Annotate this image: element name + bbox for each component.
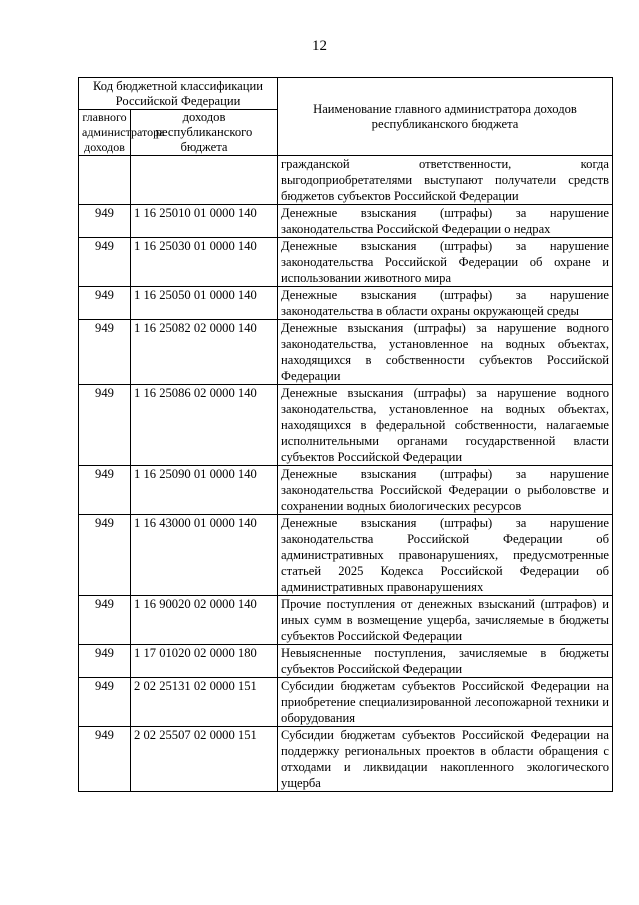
admin-code-cell: 949	[79, 466, 131, 515]
admin-code-cell: 949	[79, 238, 131, 287]
revenue-name-cell: Денежные взыскания (штрафы) за нарушение законодательства в области охраны окружающей среды	[278, 287, 613, 320]
admin-code-cell: 949	[79, 515, 131, 596]
table-row	[79, 156, 613, 205]
revenue-name-cell: Невыясненные поступления, зачисляемые в бюджеты субъектов Российской Федерации	[278, 645, 613, 678]
header-revenue: доходов республиканского бюджета	[131, 110, 278, 156]
revenue-administrators-table	[78, 77, 613, 792]
table-row	[79, 596, 613, 645]
admin-code-cell: 949	[79, 596, 131, 645]
revenue-code-cell: 2 02 25131 02 0000 151	[131, 678, 278, 727]
admin-code-cell: 949	[79, 645, 131, 678]
revenue-code-cell: 1 16 25086 02 0000 140	[131, 385, 278, 466]
revenue-name-cell: Денежные взыскания (штрафы) за нарушение водного законодательства, установленное на водных объектах, находящихся в федеральной собственности, налагаемые исполнительными органами государственной власти субъектов Российской Федерации	[278, 385, 613, 466]
admin-code-cell: 949	[79, 320, 131, 385]
table-row	[79, 645, 613, 678]
revenue-name-cell: Прочие поступления от денежных взысканий (штрафов) и иных сумм в возмещение ущерба, зачисляемые в бюджеты субъектов Российской Федерации	[278, 596, 613, 645]
table-row	[79, 678, 613, 727]
table-row	[79, 727, 613, 792]
table-row	[79, 515, 613, 596]
admin-code-cell: 949	[79, 205, 131, 238]
revenue-code-cell: 1 16 25050 01 0000 140	[131, 287, 278, 320]
table-body	[79, 156, 613, 792]
revenue-code-cell: 1 16 25082 02 0000 140	[131, 320, 278, 385]
admin-code-cell: 949	[79, 727, 131, 792]
header-budget-classification-code: Код бюджетной классификации Российской Федерации	[79, 78, 278, 110]
table-row	[79, 287, 613, 320]
revenue-code-cell: 1 16 25090 01 0000 140	[131, 466, 278, 515]
page-number: 12	[312, 38, 327, 54]
revenue-name-cell: Субсидии бюджетам субъектов Российской Федерации на поддержку региональных проектов в области обращения с отходами и ликвидации накопленного экологического ущерба	[278, 727, 613, 792]
revenue-code-cell: 1 16 43000 01 0000 140	[131, 515, 278, 596]
admin-code-cell: 949	[79, 678, 131, 727]
header-administrator-name: Наименование главного администратора доходов республиканского бюджета	[278, 78, 613, 156]
revenue-name-cell: Денежные взыскания (штрафы) за нарушение законодательства Российской Федерации об охране и использовании животного мира	[278, 238, 613, 287]
revenue-name-cell: Денежные взыскания (штрафы) за нарушение законодательства Российской Федерации об административных правонарушениях, предусмотренные статьей 2025 Кодекса Российской Федерации об административных правонарушениях	[278, 515, 613, 596]
revenue-name-cell: Денежные взыскания (штрафы) за нарушение законодательства Российской Федерации о рыболовстве и сохранении водных биологических ресурсов	[278, 466, 613, 515]
table-row	[79, 320, 613, 385]
revenue-name-cell: Субсидии бюджетам субъектов Российской Федерации на приобретение специализированной лесопожарной техники и оборудования	[278, 678, 613, 727]
revenue-code-cell	[131, 156, 278, 205]
table-row	[79, 205, 613, 238]
revenue-code-cell: 1 16 25010 01 0000 140	[131, 205, 278, 238]
revenue-name-cell: гражданской ответственности, когда выгодоприобретателями выступают получатели средств бюджетов субъектов Российской Федерации	[278, 156, 613, 205]
admin-code-cell: 949	[79, 287, 131, 320]
header-main-administrator: главного администратора доходов	[79, 110, 131, 156]
revenue-code-cell: 2 02 25507 02 0000 151	[131, 727, 278, 792]
table-row	[79, 385, 613, 466]
revenue-code-cell: 1 16 25030 01 0000 140	[131, 238, 278, 287]
table-row	[79, 238, 613, 287]
admin-code-cell	[79, 156, 131, 205]
revenue-code-cell: 1 16 90020 02 0000 140	[131, 596, 278, 645]
revenue-code-cell: 1 17 01020 02 0000 180	[131, 645, 278, 678]
table-row	[79, 466, 613, 515]
revenue-name-cell: Денежные взыскания (штрафы) за нарушение законодательства Российской Федерации о недрах	[278, 205, 613, 238]
revenue-name-cell: Денежные взыскания (штрафы) за нарушение водного законодательства, установленное на водных объектах, находящихся в собственности субъектов Российской Федерации	[278, 320, 613, 385]
admin-code-cell: 949	[79, 385, 131, 466]
